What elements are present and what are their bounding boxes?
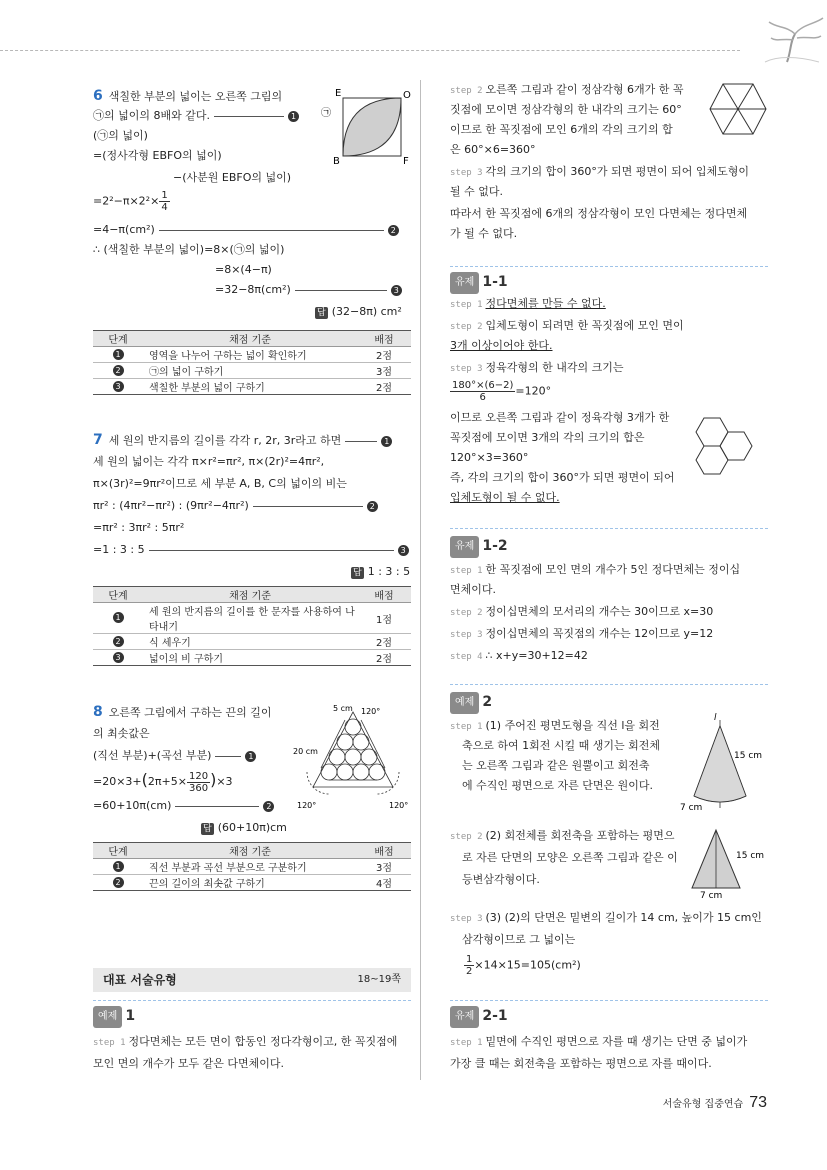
svg-text:120°: 120° [361,707,381,716]
ex1-1-step3-line5: 즉, 각의 크기의 합이 360°가 되면 평면이 되어 [450,471,675,484]
cone-figure [678,712,768,814]
q6-line3: (㉠의 넓이) [93,129,148,142]
footer-label: 서술유형 집중연습 [662,1099,744,1110]
ex1-2-heading: 유제 1-2 [450,536,514,558]
q7-line2: 세 원의 넓이는 각각 π×r²=πr², π×(2r)²=4πr², [93,455,325,468]
q7-answer: 답 1 : 3 : 5 [353,565,411,578]
ex2-step3-frac: $\frac{1}{2}$ ×14×15=105(cm²) [466,954,581,977]
dashed-separator [450,528,768,529]
triangle-section-figure [686,826,768,898]
section-header: 대표 서술유형 18~19쪽 [93,968,411,992]
label-O: O [403,90,411,101]
label-mark: ㉠ [321,108,331,119]
q7-line1: 7 세 원의 반지름의 길이를 각각 r, 2r, 3r라고 하면 1 [93,430,392,451]
table-row: 3 넓이의 비 구하기 2점 [93,650,411,666]
svg-text:l: l [714,713,717,723]
svg-text:15 cm: 15 cm [734,751,763,761]
ex1-step3-line4: 가 될 수 없다. [450,227,518,240]
svg-text:120°: 120° [297,801,317,810]
dashed-separator [450,1000,768,1001]
ex1-heading: 예제 1 [93,1006,141,1028]
ex1-1-heading: 유제 1-1 [450,272,514,294]
q8-line1: 8 오른쪽 그림에서 구하는 끈의 길이 [93,704,272,720]
q6-square-figure [321,86,411,166]
q6-line2: ㉠의 넓이의 8배와 같다. 1 [93,106,299,126]
q7-line4: πr² : (4πr²−πr²) : (9πr²−4πr²) 2 [93,496,378,516]
ex1-step1-line1: step 1 정다면체는 모든 면이 합동인 정다각형이고, 한 꼭짓점에 [93,1035,398,1048]
ex2-step2-line3: 등변삼각형이다. [462,873,540,886]
q8-line2: 의 최솟값은 [93,727,150,740]
table-row: 2 식 세우기 2점 [93,634,411,650]
q8-line5: =60+10π(cm) 2 [93,796,274,816]
q6-line8: ∴ (색칠한 부분의 넓이)=8×(㉠의 넓이) [93,243,285,256]
page-number: 73 [749,1094,767,1111]
ex2-1-step1-line1: step 1 밑면에 수직인 평면으로 자를 때 생기는 단면 중 넓이가 [450,1035,748,1048]
table-row: 2 ㉠의 넓이 구하기 3점 [93,363,411,379]
ex1-step1-line2: 모인 면의 개수가 모두 같은 다면체이다. [93,1057,284,1070]
three-hexagons-figure [694,414,768,488]
q8-line3: (직선 부분)+(곡선 부분) 1 [93,746,256,766]
ex1-step2-line2: 짓점에 모이면 정삼각형의 한 내각의 크기는 60° [450,103,682,116]
ex2-step1-line3: 는 오른쪽 그림과 같은 원뿔이고 회전축 [462,759,650,772]
dashed-separator [450,266,768,267]
ex1-1-step3-line1: step 3 정육각형의 한 내각의 크기는 [450,361,624,374]
q6-number: 6 [93,88,103,104]
q6-line1: 6 색칠한 부분의 넓이는 오른쪽 그림의 [93,88,283,104]
mark-2-icon: 2 [388,225,399,236]
q6-line9: =8×(4−π) [215,263,272,276]
ex1-2-step3: step 3 정이십면체의 꼭짓점의 개수는 12이므로 y=12 [450,627,714,640]
ex1-step2-line3: 이므로 한 꼭짓점에 모인 6개의 각의 크기의 합 [450,123,673,136]
q7-grading-table: 단계 채점 기준 배점 1 세 원의 반지름의 길이를 한 문자를 사용하여 나타내기 1점 2 식 세우기 2점 3 넓이의 비 구하기 2점 [93,586,411,666]
svg-text:15 cm: 15 cm [736,851,765,861]
svg-text:20 cm: 20 cm [293,747,318,756]
svg-text:5 cm: 5 cm [333,704,353,713]
table-row: 2 끈의 길이의 최솟값 구하기 4점 [93,875,411,891]
ex2-step1-line1: step 1 (1) 주어진 평면도형을 직선 l을 회전 [450,719,660,732]
label-F: F [403,156,409,166]
q8-answer: 답 (60+10π)cm [203,821,287,834]
q7-line6: =1 : 3 : 5 3 [93,540,409,560]
q6-line4: =(정사각형 EBFO의 넓이) [93,149,222,162]
ex1-step3-line2: 될 수 없다. [450,185,503,198]
ex1-1-step2-line2: 3개 이상이어야 한다. [450,339,553,352]
q8-grading-table: 단계 채점 기준 배점 1 직선 부분과 곡선 부분으로 구분하기 3점 2 끈의 길이의 최솟값 구하기 4점 [93,842,411,891]
tree-illustration-icon [757,12,827,64]
q6-grading-table: 단계 채점 기준 배점 1 영역을 나누어 구하는 넓이 확인하기 2점 2 ㉠의 넓이 구하기 3점 3 색칠한 부분의 넓이 구하기 2점 [93,330,411,395]
q7-line3: π×(3r)²=9πr²이므로 세 부분 A, B, C의 넓이의 비는 [93,477,347,490]
column-divider [420,80,421,1080]
ex2-step1-line4: 에 수직인 평면으로 자른 단면은 원이다. [462,779,653,792]
q6-answer: 답 (32−8π) cm² [317,305,402,318]
ex2-step1-line2: 축으로 하여 1회전 시킬 때 생기는 회전체 [462,739,660,752]
q8-line4: =20×3+(2π+5× $\frac{120}{360}$ )×3 [93,770,233,794]
q6-line6: =2²−π×2²× $\frac{1}{4}$ [93,190,168,213]
answer-badge: 답 [317,308,326,318]
ex1-2-step1-line1: step 1 한 꼭짓점에 모인 면의 개수가 5인 정다면체는 정이십 [450,563,741,576]
ex2-step3-line1: step 3 (3) (2)의 단면은 밑변의 길이가 14 cm, 높이가 15 cm인 [450,911,762,924]
dashed-separator [450,684,768,685]
ex1-1-step1: step 1 정다면체를 만들 수 없다. [450,297,606,310]
q6-line7: =4−π(cm²) 2 [93,220,399,240]
ex1-1-step3-line6: 입체도형이 될 수 없다. [450,491,560,504]
ex1-1-step3-line4: 120°×3=360° [450,451,529,464]
label-E: E [335,88,342,99]
page-footer [663,1094,767,1112]
ex1-step2-line4: 은 60°×6=360° [450,143,536,156]
ex2-step2-line1: step 2 (2) 회전체를 회전축을 포함하는 평면으 [450,829,675,842]
table-row: 1 세 원의 반지름의 길이를 한 문자를 사용하여 나타내기 1점 [93,603,411,634]
ex1-step3-line3: 따라서 한 꼭짓점에 6개의 정삼각형이 모인 다면체는 정다면체 [450,207,748,220]
svg-text:7 cm: 7 cm [700,891,723,898]
svg-text:7 cm: 7 cm [680,803,703,813]
q8-circles-figure [293,702,413,810]
svg-text:120°: 120° [389,801,409,810]
ex1-1-step3-frac: $\frac{180^\circ\times(6-2)}{6}$ =120° [452,380,552,403]
ex1-2-step1-line2: 면체이다. [450,583,497,596]
q6-line10: =32−8π(cm²) 3 [215,280,402,300]
dashed-separator [93,1000,411,1001]
q6-line5: −(사분원 EBFO의 넓이) [173,171,292,184]
label-B: B [333,156,340,166]
hexagon-triangles-figure [708,82,768,136]
header-rule [0,50,740,51]
ex1-step2-line1: step 2 오른쪽 그림과 같이 정삼각형 6개가 한 꼭 [450,83,684,96]
table-row: 3 색칠한 부분의 넓이 구하기 2점 [93,379,411,395]
ex2-1-heading: 유제 2-1 [450,1006,514,1028]
table-row: 1 직선 부분과 곡선 부분으로 구분하기 3점 [93,859,411,875]
ex1-1-step3-line2: 이므로 오른쪽 그림과 같이 정육각형 3개가 한 [450,411,670,424]
ex1-2-step2: step 2 정이십면체의 모서리의 개수는 30이므로 x=30 [450,605,714,618]
ex2-heading: 예제 2 [450,692,498,714]
ex1-1-step3-line3: 꼭짓점에 모이면 3개의 각의 크기의 합은 [450,431,645,444]
mark-3-icon: 3 [391,285,402,296]
ex1-2-step4: step 4 ∴ x+y=30+12=42 [450,649,588,662]
mark-1-icon: 1 [288,111,299,122]
q7-line5: =πr² : 3πr² : 5πr² [93,521,185,534]
ex2-1-step1-line2: 가장 클 때는 회전축을 포함하는 평면으로 자를 때이다. [450,1057,712,1070]
table-row: 1 영역을 나누어 구하는 넓이 확인하기 2점 [93,347,411,363]
ex2-step3-line2: 삼각형이므로 그 넓이는 [462,933,576,946]
ex2-step2-line2: 로 자른 단면의 모양은 오른쪽 그림과 같은 이 [462,851,678,864]
ex1-1-step2-line1: step 2 입체도형이 되려면 한 꼭짓점에 모인 면이 [450,319,684,332]
ex1-step3-line1: step 3 각의 크기의 합이 360°가 되면 평면이 되어 입체도형이 [450,165,750,178]
